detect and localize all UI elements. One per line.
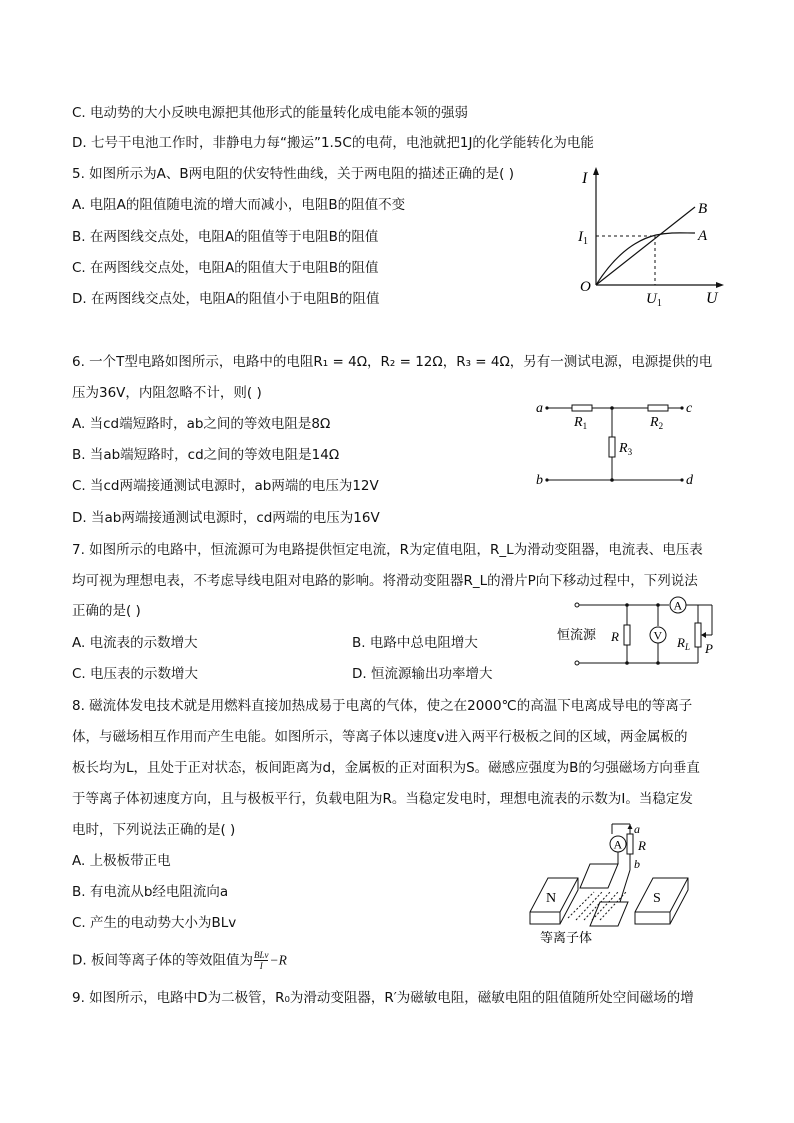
q8-option-c: C. 产生的电动势大小为BLv <box>72 915 237 931</box>
constant-current-circuit-figure <box>555 595 725 675</box>
terminal-d-label: d <box>686 473 693 488</box>
terminal-b-label: b <box>634 857 640 871</box>
terminal-a-label: a <box>634 822 640 836</box>
resistor-r <box>624 625 630 645</box>
q5-option-d: D. 在两图线交点处，电阻A的阻值小于电阻B的阻值 <box>72 291 380 307</box>
wire <box>620 870 630 902</box>
r3-label: $R_3$ <box>619 441 633 457</box>
terminal-c-label: c <box>686 401 693 416</box>
q6-option-b: B. 当ab端短路时，cd之间的等效电阻是14Ω <box>72 447 340 463</box>
q5-option-c: C. 在两图线交点处，电阻A的阻值大于电阻B的阻值 <box>72 260 379 276</box>
r-label: R <box>611 629 619 644</box>
fraction-numerator: BLv <box>253 950 269 960</box>
terminal-b-label: b <box>536 473 543 488</box>
origin-label: O <box>580 279 591 295</box>
n-label: N <box>546 891 557 906</box>
q4-option-d: D. 七号干电池工作时，非静电力每“搬运”1.5C的电荷，电池就把1J的化学能转化为电能 <box>72 135 594 151</box>
q8-option-a: A. 上极板带正电 <box>72 853 171 869</box>
r2-label: $R_2$ <box>650 415 664 431</box>
plasma-label: 等离子体 <box>540 931 593 946</box>
label-a: A <box>698 228 708 244</box>
q7-stem-line3: 正确的是( ) <box>72 603 141 619</box>
q6-option-d: D. 当ab两端接通测试电源时，cd两端的电压为16V <box>72 510 380 526</box>
label-b: B <box>698 201 708 217</box>
i-axis-arrow <box>593 167 599 175</box>
q7-option-d: D. 恒流源输出功率增大 <box>352 666 493 682</box>
q7-option-a: A. 电流表的示数增大 <box>72 635 198 651</box>
q4-option-c: C. 电动势的大小反映电源把其他形式的能量转化成电能本领的强弱 <box>72 105 469 121</box>
ammeter-label: A <box>613 837 623 852</box>
source-terminal-top <box>575 603 579 607</box>
t-circuit-figure <box>530 395 710 495</box>
q8-stem-line5: 电时，下列说法正确的是( ) <box>72 822 236 838</box>
source-label: 恒流源 <box>557 628 597 643</box>
load-resistor <box>627 834 633 854</box>
terminal-c <box>680 406 683 409</box>
curve-a <box>596 233 695 285</box>
q8-option-d <box>72 950 287 971</box>
u-axis-label: U <box>706 290 718 307</box>
fraction <box>254 950 269 971</box>
rl-label: $R_L$ <box>677 635 690 652</box>
q8-stem-line3: 板长均为L，且处于正对状态，板间距离为d，金属板的正对面积为S。磁感应强度为B的匀强磁场方向垂直 <box>72 760 700 776</box>
q5-option-a: A. 电阻A的阻值随电流的增大而减小，电阻B的阻值不变 <box>72 197 406 213</box>
q6-option-c: C. 当cd两端接通测试电源时，ab两端的电压为12V <box>72 478 379 494</box>
magnet-s <box>635 878 688 924</box>
iu-curve-figure <box>570 165 730 310</box>
q5-stem: 5. 如图所示为A、B两电阻的伏安特性曲线，关于两电阻的描述正确的是( ) <box>72 166 514 182</box>
q8-stem-line1: 8. 磁流体发电技术就是用燃料直接加热成易于电离的气体，使之在2000℃的高温下电离成导电的等离子 <box>72 698 693 714</box>
upper-plate <box>580 864 618 888</box>
resistor-r2 <box>648 405 668 411</box>
voltmeter-label: V <box>653 628 663 643</box>
resistor-r3 <box>609 437 615 457</box>
q8-option-b: B. 有电流从b经电阻流向a <box>72 884 229 900</box>
q7-option-c: C. 电压表的示数增大 <box>72 666 199 682</box>
q6-option-a: A. 当cd端短路时，ab之间的等效电阻是8Ω <box>72 416 331 432</box>
mhd-generator-figure <box>520 820 710 950</box>
q7-stem-line1: 7. 如图所示的电路中，恒流源可为电路提供恒定电流，R为定值电阻，R_L为滑动变阻器，电流表、电压表 <box>72 542 703 558</box>
r1-label: $R_1$ <box>574 415 588 431</box>
r-label: R <box>638 838 646 853</box>
ammeter-label: A <box>673 598 683 613</box>
q8-option-d-suffix: −R <box>269 952 287 968</box>
u1-label: $U_1$ <box>646 291 662 309</box>
s-label: S <box>653 891 661 906</box>
resistor-r1 <box>572 405 592 411</box>
q8-option-d-prefix: D. 板间等离子体的等效阻值为 <box>72 952 253 969</box>
lower-plate <box>590 902 628 926</box>
q6-stem-line2: 压为36V，内阻忽略不计，则( ) <box>72 385 262 401</box>
i1-label: $I_1$ <box>578 229 588 247</box>
slider-arrow <box>701 632 706 638</box>
terminal-d <box>680 478 683 481</box>
rheostat-rl <box>695 623 701 647</box>
q7-stem-line2: 均可视为理想电表，不考虑导线电阻对电路的影响。将滑动变阻器R_L的滑片P向下移动过程中，下列说法 <box>72 573 698 589</box>
fraction-denominator: I <box>259 961 263 971</box>
current-arrow <box>628 824 633 829</box>
p-label: P <box>705 641 713 656</box>
i-axis-label: I <box>582 170 588 187</box>
q9-stem-line1: 9. 如图所示，电路中D为二极管，R₀为滑动变阻器，R′为磁敏电阻，磁敏电阻的阻值随所处空间磁场的增 <box>72 990 694 1006</box>
source-terminal-bottom <box>575 661 579 665</box>
q7-option-b: B. 电路中总电阻增大 <box>352 635 478 651</box>
q8-stem-line4: 于等离子体初速度方向，且与极板平行，负载电阻为R。当稳定发电时，理想电流表的示数为I。当稳定发 <box>72 791 693 807</box>
q5-option-b: B. 在两图线交点处，电阻A的阻值等于电阻B的阻值 <box>72 229 379 245</box>
u-axis-arrow <box>716 282 724 288</box>
line-b <box>596 207 695 285</box>
q6-stem-line1: 6. 一个T型电路如图所示，电路中的电阻R₁ = 4Ω，R₂ = 12Ω，R₃ = 4Ω，另有一测试电源，电源提供的电 <box>72 354 713 370</box>
q8-stem-line2: 体，与磁场相互作用而产生电能。如图所示，等离子体以速度v进入两平行极板之间的区域，两金属板的 <box>72 729 688 745</box>
terminal-a-label: a <box>536 401 543 416</box>
